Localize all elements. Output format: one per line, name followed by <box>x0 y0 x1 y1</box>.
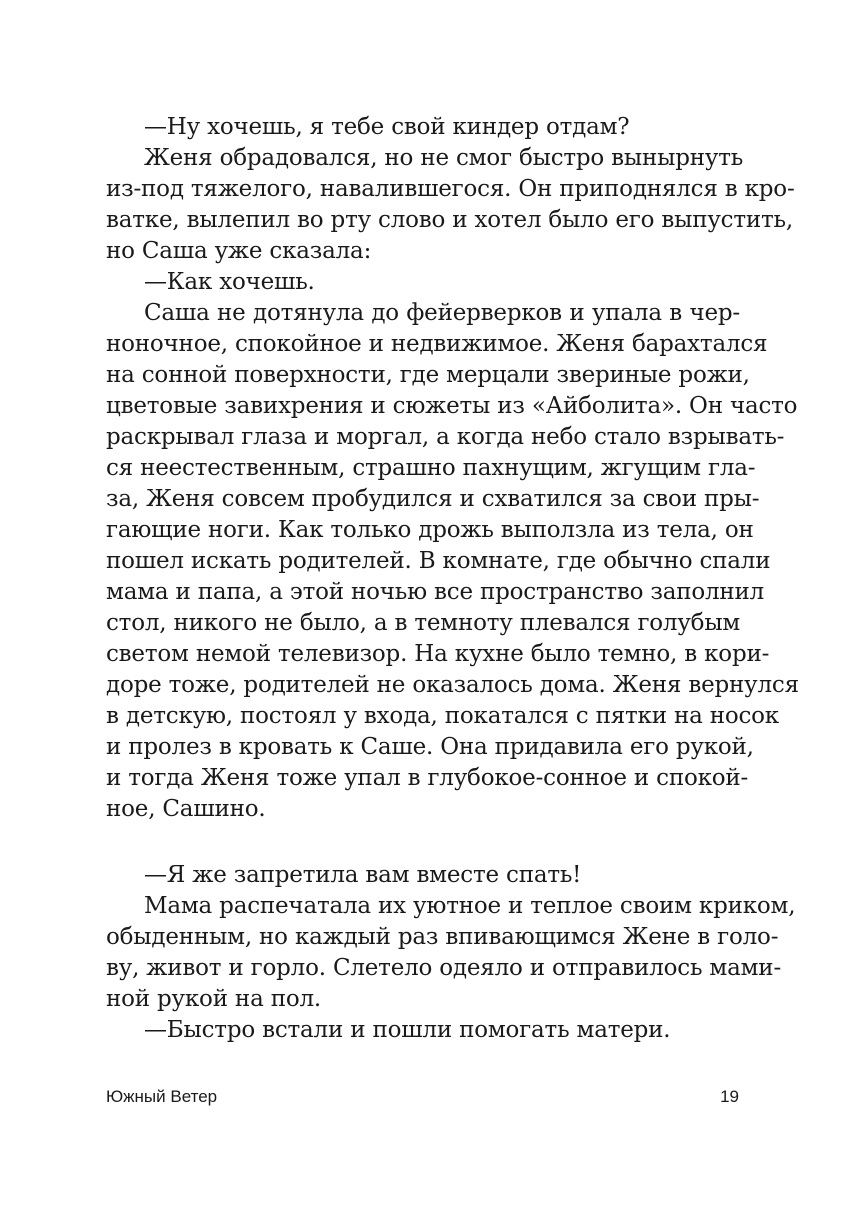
text-line: мама и папа, а этой ночью все пространство заполнил <box>106 579 765 605</box>
text-line: Женя обрадовался, но не смог быстро вынырнуть <box>144 145 744 171</box>
text-line: и тогда Женя тоже упал в глубокое-сонное и спокой- <box>106 765 749 791</box>
text-line: на сонной поверхности, где мерцали звериные рожи, <box>106 362 750 388</box>
text-line: но Саша уже сказала: <box>106 238 372 264</box>
text-line: в детскую, постоял у входа, покатался с пятки на носок <box>106 703 779 729</box>
text-section-2 <box>106 860 796 1046</box>
text-line: и пролез в кровать к Саше. Она придавила его рукой, <box>106 734 754 760</box>
text-line: —Как хочешь. <box>144 269 315 295</box>
text-line: ной рукой на пол. <box>106 986 321 1012</box>
text-line: раскрывал глаза и моргал, а когда небо стало взрывать- <box>106 424 785 450</box>
text-line: за, Женя совсем пробудился и схватился за свои пры- <box>106 486 760 512</box>
text-line: Саша не дотянула до фейерверков и упала в чер- <box>144 300 740 326</box>
text-line: стол, никого не было, а в темноту плевался голубым <box>106 610 741 636</box>
text-line: пошел искать родителей. В комнате, где обычно спали <box>106 548 771 574</box>
text-line: обыденным, но каждый раз впивающимся Жене в голо- <box>106 924 779 950</box>
text-line: цветовые завихрения и сюжеты из «Айболита». Он часто <box>106 393 798 419</box>
text-line: ву, живот и горло. Слетело одеяло и отправилось мами- <box>106 955 782 981</box>
text-line: гающие ноги. Как только дрожь выползла из тела, он <box>106 517 754 543</box>
text-line: из-под тяжелого, навалившегося. Он приподнялся в кро- <box>106 176 795 202</box>
text-line: ное, Сашино. <box>106 796 266 822</box>
text-line: светом немой телевизор. На кухне было темно, в кори- <box>106 641 770 667</box>
text-line: —Ну хочешь, я тебе свой киндер отдам? <box>144 114 630 140</box>
text-line: доре тоже, родителей не оказалось дома. Женя вернулся <box>106 672 799 698</box>
page-number: 19 <box>720 1087 739 1106</box>
text-line: ватке, вылепил во рту слово и хотел было его выпустить, <box>106 207 793 233</box>
text-line: ноночное, спокойное и недвижимое. Женя барахтался <box>106 331 768 357</box>
text-line: Мама распечатала их уютное и теплое своим криком, <box>144 893 796 919</box>
text-line: —Я же запретила вам вместе спать! <box>144 862 582 888</box>
text-line: —Быстро встали и пошли помогать матери. <box>144 1017 671 1043</box>
text-line: ся неестественным, страшно пахнущим, жгущим гла- <box>106 455 756 481</box>
text-section-1 <box>106 112 799 825</box>
running-footer-title: Южный Ветер <box>106 1087 218 1106</box>
